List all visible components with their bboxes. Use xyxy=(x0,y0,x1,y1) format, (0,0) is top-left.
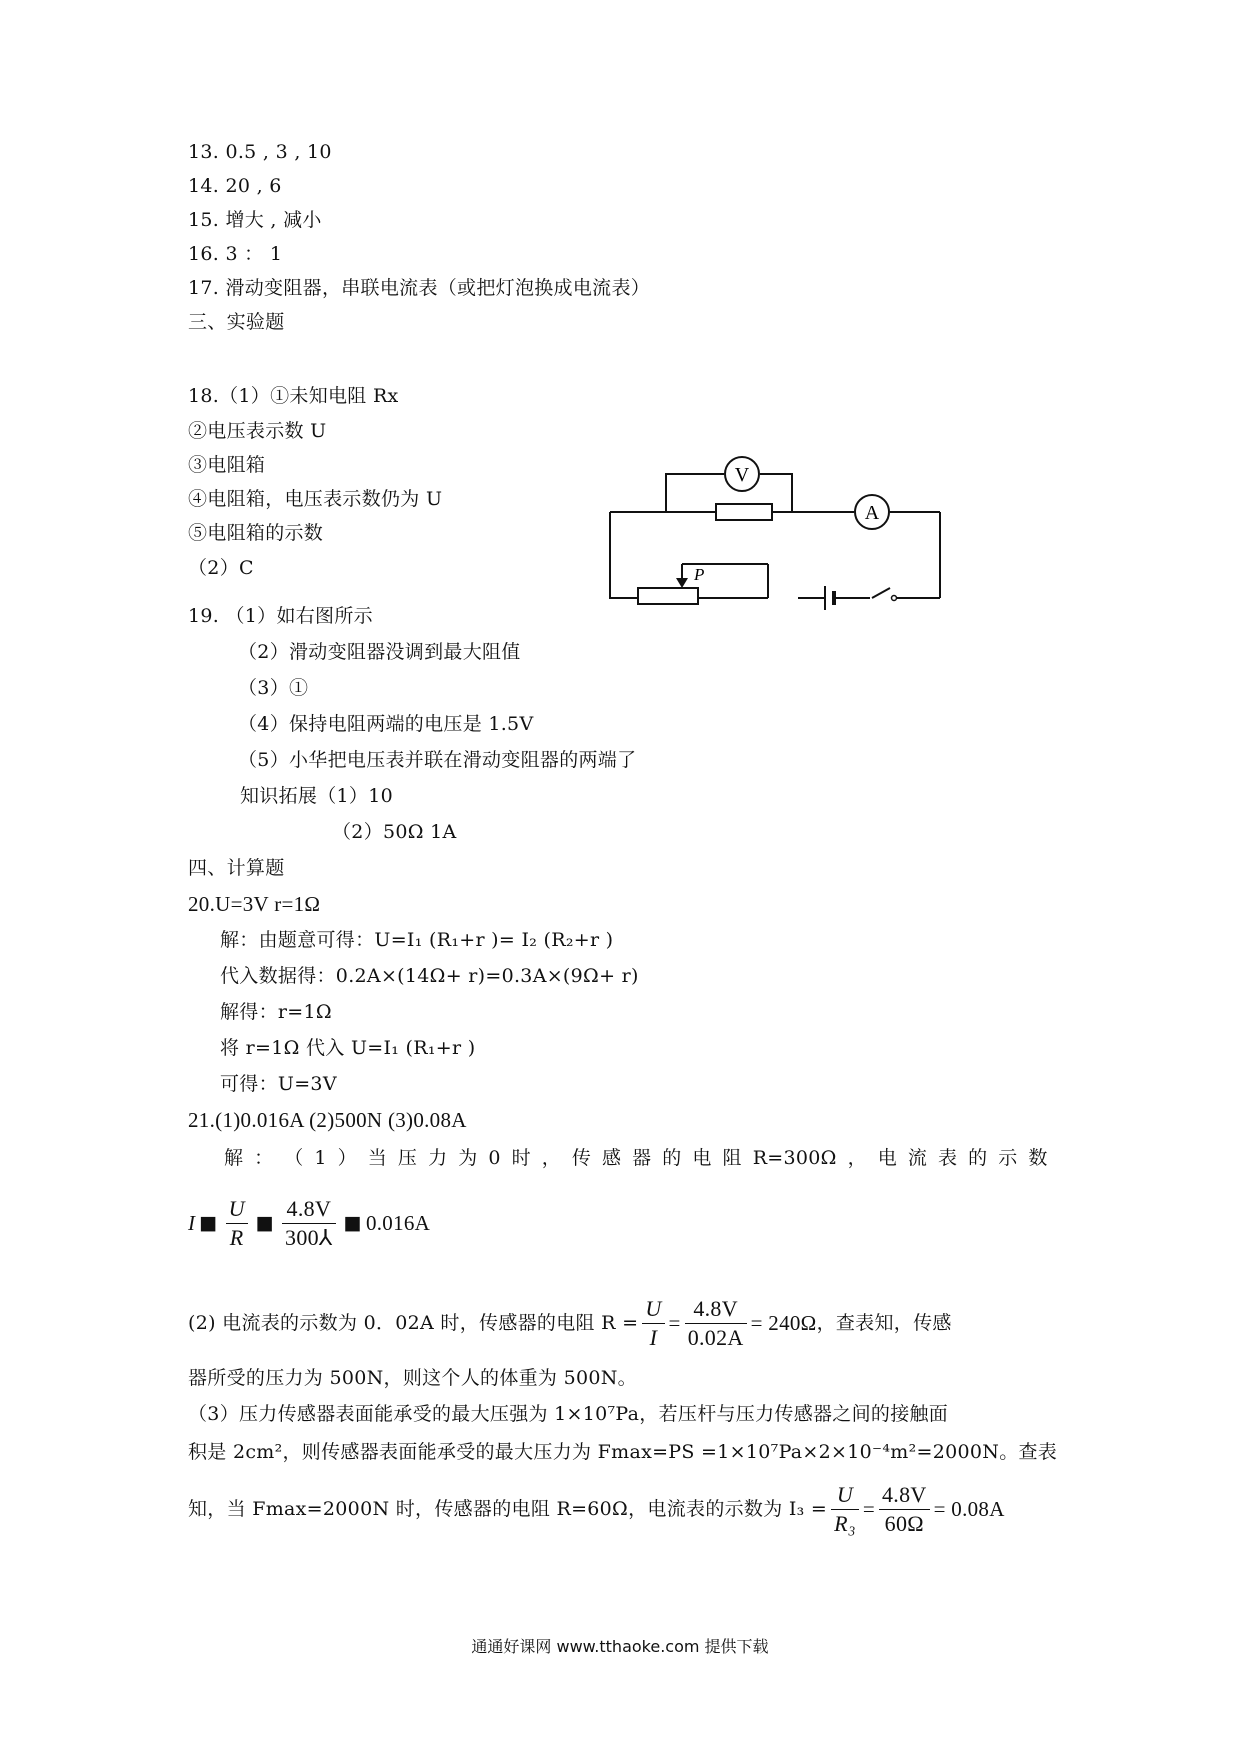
q21-line-2-word: R=300Ω xyxy=(752,1147,837,1169)
answer-16: 16. 3 ： 1 xyxy=(188,243,283,265)
result-008: = 0.08A xyxy=(933,1497,1005,1521)
q21-line-2-word: 0 xyxy=(488,1147,501,1169)
equals-sign: = xyxy=(668,1311,681,1335)
q21-line-2-word: 解 xyxy=(224,1147,244,1169)
formula-result: 0.016A xyxy=(365,1211,431,1235)
q19-line-7: （2）50Ω 1A xyxy=(332,821,457,843)
q21-line-2-word: 的 xyxy=(662,1147,682,1169)
q21-line-2-word: 数 xyxy=(1028,1147,1048,1169)
q21-line-2-word: 阻 xyxy=(722,1147,742,1169)
q21-line-2-word: 流 xyxy=(907,1147,928,1169)
q21-line-2-word: 表 xyxy=(937,1147,958,1169)
answer-15: 15. 增大 , 减小 xyxy=(188,209,322,231)
q18-line-1: 18.（1）①未知电阻 Rx xyxy=(188,385,399,407)
q20-line-6: 可得：U=3V xyxy=(220,1073,337,1095)
battery-symbol xyxy=(825,586,834,610)
q21-line-5: 器所受的压力为 500N，则这个人的体重为 500N。 xyxy=(188,1367,637,1389)
q21-line-2-word: 时 xyxy=(511,1147,531,1169)
q19-line-6: 知识拓展（1）10 xyxy=(240,785,393,807)
q21-line-2 xyxy=(224,1146,1048,1170)
switch-symbol xyxy=(892,596,897,601)
q21-line-7: 积是 2cm²，则传感器表面能承受的最大压力为 Fmax=PS =1×10⁷Pa×2×10⁻⁴m²=2000N。查表 xyxy=(188,1441,1058,1463)
q21-line-2-word: 示 xyxy=(998,1147,1018,1169)
formula-symbol: I xyxy=(188,1211,196,1235)
q18-line-6: （2）C xyxy=(188,557,254,579)
q21-line-2-word: ， xyxy=(847,1147,867,1169)
q21-line-2-word: 器 xyxy=(632,1147,652,1169)
q19-line-1: 19. （1）如右图所示 xyxy=(188,605,373,627)
q21-line-2-word: （ xyxy=(284,1147,304,1169)
q21-line-4-suffix: ，查表知，传感 xyxy=(816,1312,952,1334)
ammeter-symbol xyxy=(855,495,889,529)
q21-line-1: 21.(1)0.016A (2)500N (3)0.08A xyxy=(188,1108,467,1132)
fraction-u-over-r3: $\frac{U}{\text{R₃}}$ xyxy=(831,1481,859,1538)
section-heading-experiment: 三、实验题 xyxy=(188,311,285,333)
q21-line-2-word: ： xyxy=(254,1147,274,1169)
q21-line-2-word: 电 xyxy=(692,1147,712,1169)
q21-line-2-word: 感 xyxy=(601,1147,622,1169)
q21-line-2-word: 力 xyxy=(428,1147,448,1169)
q20-line-3: 代入数据得：0.2A×(14Ω+ r)=0.3A×(9Ω+ r) xyxy=(220,965,639,987)
q21-line-8 xyxy=(188,1474,1005,1544)
q18-line-2: ②电压表示数 U xyxy=(188,420,327,442)
q21-line-2-word: 压 xyxy=(397,1147,418,1169)
slider-label: P xyxy=(694,565,705,584)
q19-line-2: （2）滑动变阻器没调到最大阻值 xyxy=(238,641,521,663)
formula-separator: ■ xyxy=(343,1212,362,1234)
formula-separator: ■ xyxy=(255,1212,275,1234)
q21-line-2-word: 传 xyxy=(571,1147,592,1169)
result-240: = 240Ω xyxy=(750,1311,817,1335)
q21-line-4-prefix: (2) 电流表的示数为 0．02A 时，传感器的电阻 R = xyxy=(188,1312,639,1334)
fraction-values-3: $\frac{4.8V}{60\Omega}$ xyxy=(879,1481,930,1538)
rheostat xyxy=(638,588,698,604)
footer-source: 通通好课网 www.tthaoke.com 提供下载 xyxy=(471,1637,769,1656)
answer-17: 17. 滑动变阻器，串联电流表（或把灯泡换成电流表） xyxy=(188,277,651,299)
section-heading-calculation: 四、计算题 xyxy=(188,857,285,879)
q21-line-2-word: 的 xyxy=(968,1147,988,1169)
q21-line-4 xyxy=(188,1288,952,1358)
q21-line-2-word: ） xyxy=(337,1147,357,1169)
q21-line-2-word: 为 xyxy=(458,1147,478,1169)
q19-line-4: （4）保持电阻两端的电压是 1.5V xyxy=(238,713,534,735)
q19-line-5: （5）小华把电压表并联在滑动变阻器的两端了 xyxy=(238,749,637,771)
fraction-u-over-i: $\frac{U}{I}$ xyxy=(642,1295,664,1352)
q21-line-2-word: ， xyxy=(541,1147,562,1169)
answer-14: 14. 20 , 6 xyxy=(188,175,282,197)
q21-line-2-word: 当 xyxy=(367,1147,388,1169)
q18-line-3: ③电阻箱 xyxy=(188,454,266,476)
q18-line-5: ⑤电阻箱的示数 xyxy=(188,522,324,544)
slider-arrow xyxy=(676,578,688,588)
circuit-diagram xyxy=(600,450,950,610)
fraction-u-over-r: $\frac{U}{R}$ xyxy=(226,1195,248,1252)
q20-line-5: 将 r=1Ω 代入 U=I₁ (R₁+r ) xyxy=(220,1037,476,1059)
formula-separator: ■ xyxy=(199,1212,218,1234)
resistor xyxy=(716,504,772,520)
q21-line-6: （3）压力传感器表面能承受的最大压强为 1×10⁷Pa，若压杆与压力传感器之间的接触面 xyxy=(188,1403,949,1425)
svg-text:V: V xyxy=(734,464,750,486)
q18-line-4: ④电阻箱，电压表示数仍为 U xyxy=(188,488,443,510)
q21-line-8-prefix: 知，当 Fmax=2000N 时，传感器的电阻 R=60Ω，电流表的示数为 I₃ = xyxy=(188,1498,828,1520)
fraction-values-2: $\frac{4.8V}{0.02A}$ xyxy=(685,1295,747,1352)
q20-line-2: 解：由题意可得：U=I₁ (R₁+r )= I₂ (R₂+r ) xyxy=(220,929,614,951)
equals-sign: = xyxy=(862,1497,875,1521)
q20-line-4: 解得：r=1Ω xyxy=(220,1001,332,1023)
q19-line-3: （3）① xyxy=(238,677,309,699)
q21-line-2-word: 1 xyxy=(314,1147,327,1169)
answer-13: 13. 0.5 , 3 , 10 xyxy=(188,141,332,163)
q21-line-2-word: 电 xyxy=(877,1147,898,1169)
fraction-values: $\frac{4.8V}{300⅄}$ xyxy=(282,1195,336,1252)
svg-text:A: A xyxy=(864,502,880,524)
voltmeter-symbol xyxy=(725,457,759,491)
q20-line-1: 20.U=3V r=1Ω xyxy=(188,892,321,916)
q21-formula-1 xyxy=(188,1188,430,1258)
